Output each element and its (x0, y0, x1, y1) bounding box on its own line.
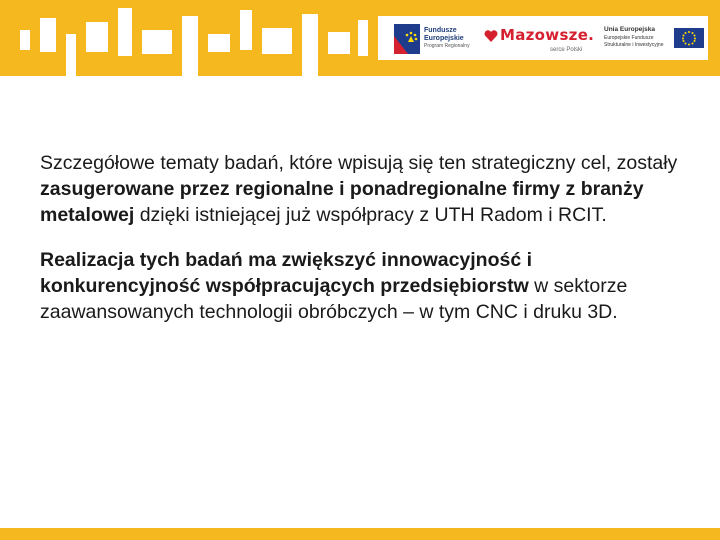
header-decoration (358, 20, 368, 56)
header-decoration (328, 32, 350, 54)
fundusze-line1: Fundusze (424, 27, 457, 34)
paragraph-1 (40, 150, 690, 228)
paragraph-2-bold: Realizacja tych badań ma zwiększyć innowacyjność i konkurencyjność współpracujących przedsiębiorstw (40, 249, 533, 297)
ue-line3: Strukturalne i Inwestycyjne (604, 42, 664, 48)
header-decoration (66, 34, 76, 76)
logo-strip (378, 16, 708, 60)
header-decoration (182, 16, 198, 76)
header-decoration (118, 8, 132, 56)
header-decoration (40, 18, 56, 52)
paragraph-2-text: w sektorze zaawansowanych technologii obróbczych – w tym CNC i druku 3D. (40, 275, 628, 323)
header-decoration (208, 34, 230, 52)
mazowsze-wordmark: Mazowsze. (500, 26, 595, 44)
unia-europejska-logo (602, 16, 706, 60)
fundusze-europejskie-logo (382, 16, 478, 60)
eu-flag-icon (674, 28, 704, 48)
heart-icon (484, 29, 498, 43)
header-decoration (302, 14, 318, 76)
slide-content (40, 150, 690, 344)
header-decoration (20, 30, 30, 50)
header-decoration (262, 28, 292, 54)
paragraph-1-text: Szczegółowe tematy badań, które wpisują się ten strategiczny cel, zostały (40, 152, 678, 174)
header-band (0, 0, 720, 76)
mazowsze-tagline: serce Polski (550, 47, 583, 53)
fundusze-line2: Europejskie (424, 35, 464, 42)
ue-line2: Europejskie Fundusze (604, 35, 654, 41)
paragraph-2 (40, 247, 690, 325)
header-decoration (86, 22, 108, 52)
header-decoration (240, 10, 252, 50)
mazowsze-logo (482, 16, 596, 60)
fundusze-logo-icon (394, 24, 420, 54)
ue-line1: Unia Europejska (604, 26, 655, 33)
paragraph-1-text-end: dzięki istniejącej już współpracy z UTH Radom i RCIT. (134, 204, 607, 226)
paragraph-1-bold: zasugerowane przez regionalne i ponadregionalne firmy z branży metalowej (40, 178, 644, 226)
footer-band (0, 528, 720, 540)
fundusze-line3: Program Regionalny (424, 43, 470, 49)
header-decoration (142, 30, 172, 54)
